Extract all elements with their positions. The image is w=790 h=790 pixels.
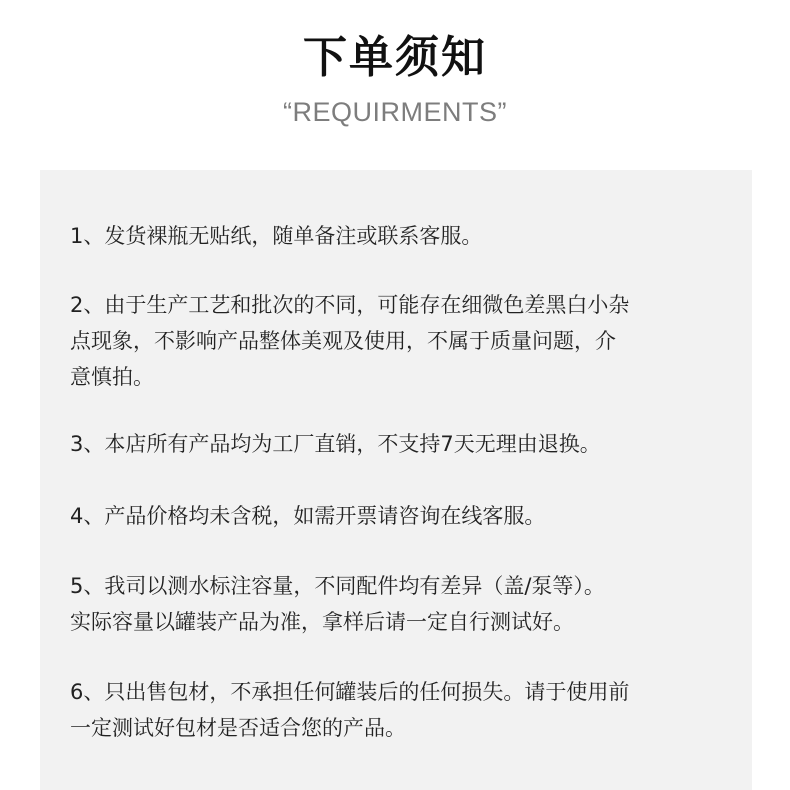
notice-line: 实际容量以罐装产品为准，拿样后请一定自行测试好。 [70,610,574,634]
notice-line: 意慎拍。 [70,365,154,389]
notice-line: 3、本店所有产品均为工厂直销，不支持7天无理由退换。 [70,432,601,456]
notice-panel [40,170,752,790]
notice-line: 点现象，不影响产品整体美观及使用，不属于质量问题，介 [70,329,616,353]
notice-line: 1、发货裸瓶无贴纸，随单备注或联系客服。 [70,224,483,248]
page-subtitle: “REQUIRMENTS” [283,97,507,127]
notice-line: 2、由于生产工艺和批次的不同，可能存在细微色差黑白小杂 [70,293,630,317]
notice-item-6 [70,674,740,746]
notice-line: 一定测试好包材是否适合您的产品。 [70,716,406,740]
notice-item-2 [70,287,740,395]
notice-item-4 [70,498,740,534]
notice-line: 4、产品价格均未含税，如需开票请咨询在线客服。 [70,504,546,528]
notice-line: 5、我司以测水标注容量，不同配件均有差异（盖/泵等）。 [70,574,605,598]
notice-item-5 [70,568,740,640]
notice-item-3 [70,426,740,462]
notice-item-1 [70,218,740,254]
page-title: 下单须知 [303,32,487,83]
notice-line: 6、只出售包材，不承担任何罐装后的任何损失。请于使用前 [70,680,630,704]
